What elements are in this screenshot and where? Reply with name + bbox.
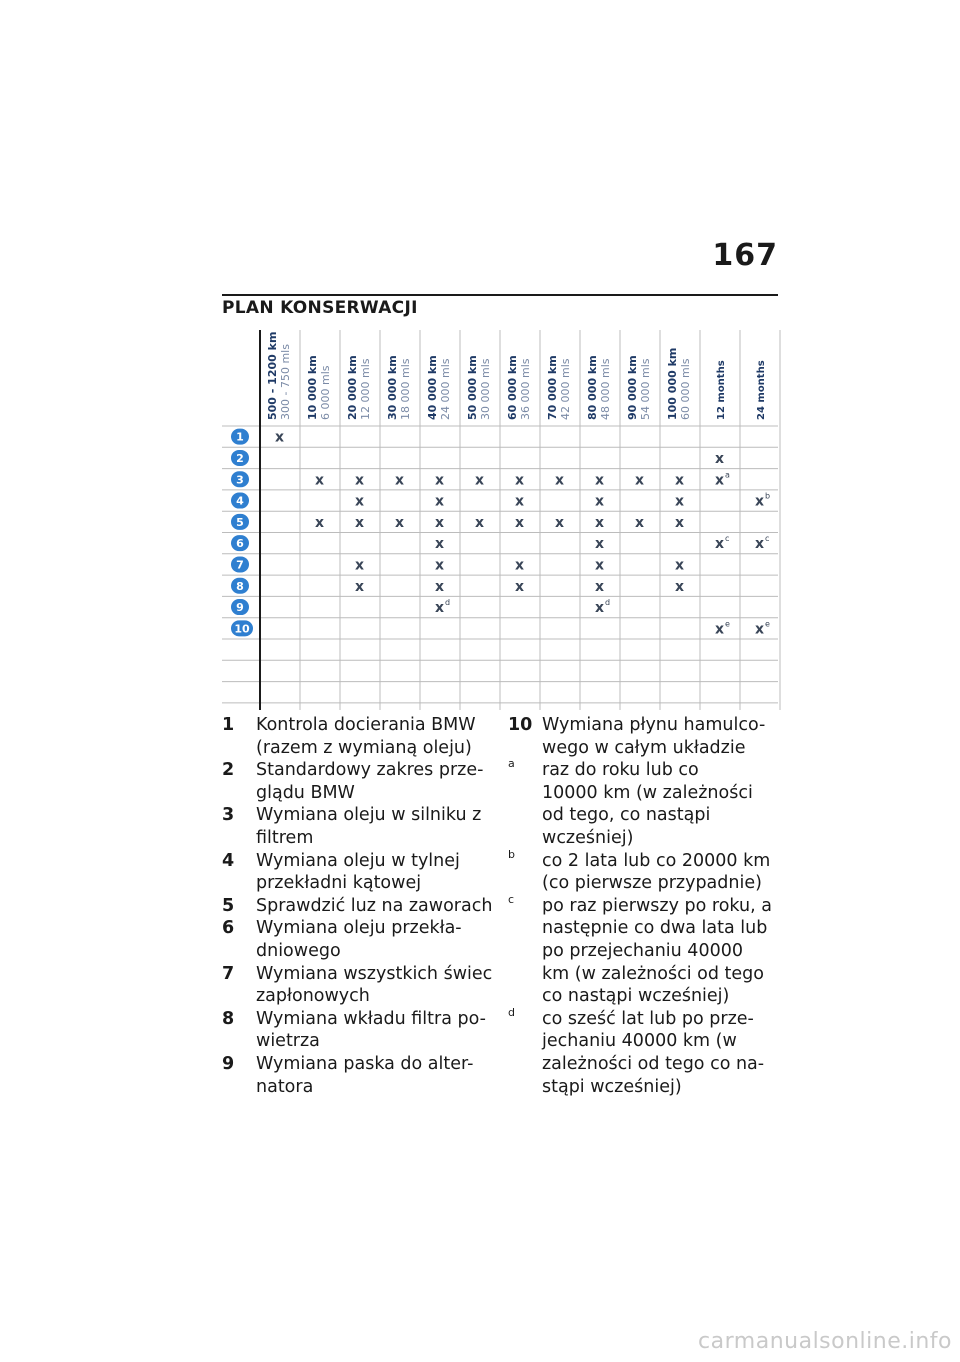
schedule-mark: x (755, 536, 765, 553)
column-header-km: 500 - 1200 km (266, 331, 279, 420)
column-header (306, 355, 332, 420)
row-number: 3 (236, 473, 244, 487)
legend-item-text: filtrem (256, 827, 314, 848)
schedule-mark: x (755, 493, 765, 510)
legend-item-text: Wymiana wkładu filtra po- (256, 1008, 486, 1029)
watermark-text: carmanualsonline.info (698, 1329, 952, 1354)
schedule-mark: x (395, 514, 405, 531)
footnote-marker: a (725, 470, 730, 480)
column-header-mls: 300 - 750 mls (279, 344, 292, 420)
schedule-mark: x (515, 557, 525, 574)
schedule-mark: x (475, 514, 485, 531)
schedule-mark: x (435, 472, 445, 489)
schedule-mark: x (435, 557, 445, 574)
column-header-km: 20 000 km (346, 355, 359, 420)
row-number: 2 (236, 451, 244, 465)
legend-item-text: następnie co dwa lata lub (542, 918, 768, 939)
legend-item (222, 917, 502, 962)
legend-item (222, 714, 502, 759)
column-header (546, 355, 572, 420)
column-header-km: 50 000 km (466, 355, 479, 420)
footnote-marker: d (445, 598, 451, 608)
legend-item (508, 714, 788, 759)
column-header-km: 90 000 km (626, 355, 639, 420)
legend-item-text: Wymiana płynu hamulco- (542, 715, 766, 735)
legend-item (222, 963, 502, 1008)
legend-item-text: 10000 km (w zależności (542, 782, 753, 803)
legend-item-text: glądu BMW (256, 782, 355, 803)
legend-right-column (508, 714, 788, 1098)
column-header-months: 12 months (716, 360, 727, 420)
footnote-marker: e (765, 619, 770, 629)
schedule-mark: x (435, 600, 445, 617)
column-header (586, 355, 612, 420)
legend-item-text: przekładni kątowej (256, 873, 422, 894)
row-number: 5 (236, 515, 244, 529)
schedule-mark: x (315, 472, 325, 489)
schedule-mark: x (435, 493, 445, 510)
schedule-mark: x (515, 514, 525, 531)
column-header-months: 24 months (756, 360, 767, 420)
column-header (666, 348, 692, 420)
legend-item (508, 892, 788, 1008)
legend-item-text: (razem z wymianą oleju) (256, 737, 472, 758)
legend-item-text: Wymiana paska do alter- (256, 1053, 474, 1074)
schedule-mark: x (355, 557, 365, 574)
footnote-marker: e (725, 619, 730, 629)
column-header (386, 355, 412, 420)
legend-item (222, 1053, 502, 1098)
column-header-mls: 24 000 mls (439, 358, 452, 420)
schedule-mark: x (555, 514, 565, 531)
legend-item-text: Wymiana wszystkich świec (256, 963, 493, 984)
schedule-mark: x (675, 557, 685, 574)
legend-item-text: Standardowy zakres prze- (256, 760, 484, 781)
legend-item-number: 4 (222, 850, 235, 871)
schedule-mark: x (515, 472, 525, 489)
column-header-mls: 48 000 mls (599, 358, 612, 420)
legend-item-text: po raz pierwszy po roku, a (542, 895, 772, 916)
schedule-mark: x (715, 472, 725, 489)
legend-item-text: od tego, co nastąpi (542, 805, 711, 826)
legend-item-text: (co pierwsze przypadnie) (542, 873, 762, 894)
footnote-marker: d (605, 598, 611, 608)
schedule-mark: x (555, 472, 565, 489)
row-number: 4 (236, 494, 244, 508)
schedule-mark: x (635, 472, 645, 489)
schedule-mark: x (595, 493, 605, 510)
legend-item-number: 9 (222, 1053, 235, 1074)
column-header (756, 360, 767, 420)
column-header-mls: 60 000 mls (679, 358, 692, 420)
legend-item-number: 3 (222, 805, 235, 826)
schedule-mark: x (275, 429, 285, 446)
schedule-mark: x (515, 578, 525, 595)
schedule-mark: x (595, 472, 605, 489)
schedule-mark: x (595, 600, 605, 617)
schedule-mark: x (435, 578, 445, 595)
legend-left-column (222, 714, 502, 1098)
footnote-marker: c (725, 534, 730, 544)
legend-item-text: zapłonowych (256, 986, 370, 1007)
legend-item-text: jechaniu 40000 km (w (542, 1031, 737, 1052)
column-header-km: 80 000 km (586, 355, 599, 420)
column-header-mls: 54 000 mls (639, 358, 652, 420)
legend-item (222, 804, 502, 849)
legend-item-text: Sprawdzić luz na zaworach (256, 895, 493, 916)
legend-item-text: Wymiana oleju w tylnej (256, 850, 460, 871)
legend-item-number: 10 (508, 715, 533, 735)
legend-item-number: 7 (222, 963, 235, 984)
schedule-mark: x (315, 514, 325, 531)
schedule-mark: x (355, 472, 365, 489)
legend-item-number: 5 (222, 895, 235, 916)
footnote-marker: c (765, 534, 770, 544)
column-header-km: 60 000 km (506, 355, 519, 420)
legend-item-number: a (508, 757, 515, 771)
schedule-mark: x (355, 514, 365, 531)
row-number: 7 (236, 558, 244, 572)
row-number: 6 (236, 537, 244, 551)
legend-item-text: Wymiana oleju przekła- (256, 918, 462, 939)
legend-item-number: 2 (222, 760, 235, 781)
column-header-km: 100 000 km (666, 347, 679, 420)
section-title: PLAN KONSERWACJI (222, 298, 418, 318)
schedule-mark: x (675, 493, 685, 510)
column-header-mls: 18 000 mls (399, 358, 412, 420)
row-number: 9 (236, 601, 244, 615)
legend-item-text: zależności od tego co na- (542, 1053, 765, 1074)
column-header-mls: 30 000 mls (479, 358, 492, 420)
legend-item-text: wietrza (256, 1031, 320, 1052)
schedule-mark: x (475, 472, 485, 489)
schedule-mark: x (435, 514, 445, 531)
row-number: 10 (234, 622, 250, 636)
legend-item-number: d (508, 1005, 515, 1019)
column-header (466, 355, 492, 420)
footnote-marker: b (765, 491, 771, 501)
schedule-mark: x (755, 621, 765, 638)
column-header-km: 30 000 km (386, 355, 399, 420)
legend-item-text: Wymiana oleju w silniku z (256, 805, 482, 826)
schedule-mark: x (715, 536, 725, 553)
legend-item-text: raz do roku lub co (542, 760, 699, 781)
column-header (266, 332, 292, 420)
column-header-km: 70 000 km (546, 355, 559, 420)
row-number: 1 (236, 430, 244, 444)
column-header (506, 355, 532, 420)
column-header-mls: 6 000 mls (319, 365, 332, 420)
legend-item-text: stąpi wcześniej) (542, 1076, 682, 1097)
column-header (346, 355, 372, 420)
legend-item-text: km (w zależności od tego (542, 963, 764, 984)
column-header-km: 40 000 km (426, 355, 439, 420)
schedule-mark: x (675, 472, 685, 489)
legend-item (222, 1008, 502, 1053)
legend-item-number: 6 (222, 918, 235, 939)
column-header (626, 355, 652, 420)
legend-item-text: natora (256, 1076, 314, 1097)
schedule-mark: x (715, 621, 725, 638)
schedule-mark: x (515, 493, 525, 510)
legend-item (508, 759, 788, 849)
column-header (426, 355, 452, 420)
schedule-mark: x (395, 472, 405, 489)
legend-item (222, 759, 502, 804)
legend-item-number: b (508, 847, 515, 861)
legend-item-text: co 2 lata lub co 20000 km (542, 850, 771, 871)
legend-item (222, 895, 502, 918)
column-header-mls: 42 000 mls (559, 358, 572, 420)
legend-item-text: po przejechaniu 40000 (542, 940, 743, 961)
legend-item-number: 1 (222, 715, 235, 735)
column-header-mls: 36 000 mls (519, 358, 532, 420)
legend-item (508, 847, 788, 895)
schedule-mark: x (635, 514, 645, 531)
page-number: 167 (712, 238, 778, 273)
schedule-mark: x (595, 578, 605, 595)
column-header-mls: 12 000 mls (359, 358, 372, 420)
column-header (716, 360, 727, 420)
legend-item-text: wego w całym układzie (542, 737, 746, 758)
legend-item (508, 1005, 788, 1098)
row-number: 8 (236, 579, 244, 593)
schedule-mark: x (595, 514, 605, 531)
legend-item-number: c (508, 892, 515, 906)
schedule-mark: x (595, 557, 605, 574)
legend-item-text: wcześniej) (542, 827, 634, 848)
legend-item-text: co nastąpi wcześniej) (542, 986, 730, 1007)
schedule-mark: x (355, 578, 365, 595)
schedule-mark: x (715, 450, 725, 467)
legend-item (222, 850, 502, 895)
schedule-mark: x (435, 536, 445, 553)
legend-item-number: 8 (222, 1008, 235, 1029)
column-header-km: 10 000 km (306, 355, 319, 420)
legend-item-text: co sześć lat lub po prze- (542, 1008, 754, 1029)
schedule-mark: x (675, 578, 685, 595)
legend-item-text: dniowego (256, 940, 341, 961)
schedule-mark: x (355, 493, 365, 510)
schedule-mark: x (675, 514, 685, 531)
schedule-mark: x (595, 536, 605, 553)
legend-item-text: Kontrola docierania BMW (256, 715, 476, 735)
